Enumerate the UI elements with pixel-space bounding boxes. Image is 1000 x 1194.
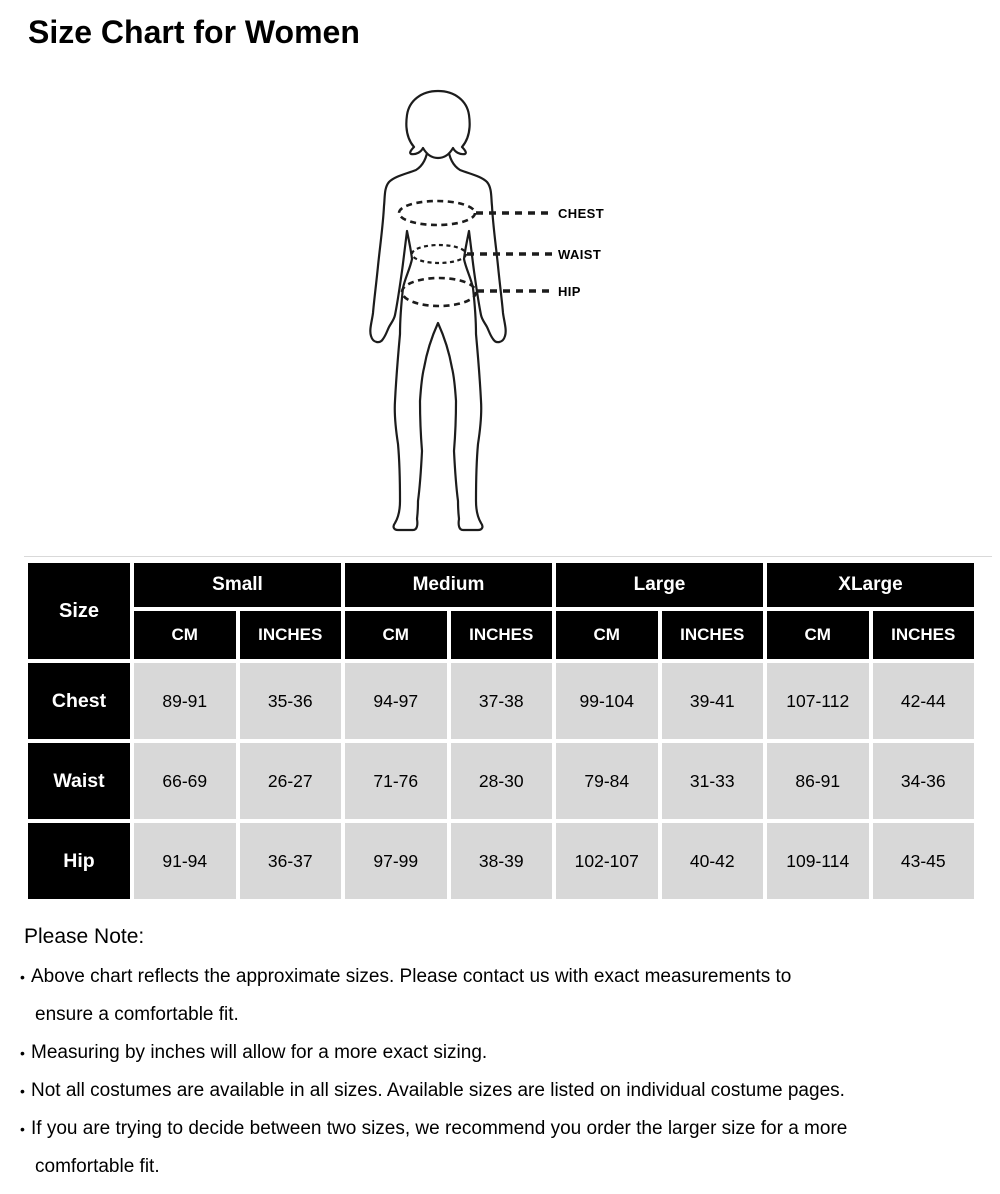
note-item [20,1034,986,1072]
size-value-cell: 26-27 [240,743,342,819]
unit-header-cm: CM [767,611,869,659]
unit-header-cm: CM [345,611,447,659]
unit-header-row [28,611,974,659]
size-group-header-row [28,563,974,607]
hip-label: HIP [558,284,581,299]
size-value-cell: 86-91 [767,743,869,819]
unit-header-inches: INCHES [451,611,553,659]
size-corner-header: Size [28,563,130,659]
unit-header-cm: CM [556,611,658,659]
size-value-cell: 102-107 [556,823,658,899]
measurement-diagram [350,85,630,535]
group-header-small: Small [134,563,341,607]
table-row-hip [28,823,974,899]
note-text-line: Measuring by inches will allow for a more exact sizing. [31,1042,488,1063]
woman-body-outline-illustration [350,85,630,535]
row-header-hip: Hip [28,823,130,899]
group-header-large: Large [556,563,763,607]
note-item [20,1110,986,1186]
note-item [20,958,986,1034]
size-value-cell: 94-97 [345,663,447,739]
page-title: Size Chart for Women [28,14,360,50]
size-table [24,559,978,903]
chest-label: CHEST [558,206,605,221]
note-text-line: If you are trying to decide between two sizes, we recommend you order the larger size for a more [31,1118,848,1139]
size-value-cell: 35-36 [240,663,342,739]
group-header-medium: Medium [345,563,552,607]
unit-header-inches: INCHES [662,611,764,659]
note-text-line: comfortable fit. [35,1156,160,1177]
row-header-chest: Chest [28,663,130,739]
bullet-icon: • [20,1121,25,1137]
table-row-waist [28,743,974,819]
notes-heading: Please Note: [24,925,145,948]
table-top-rule [24,556,992,557]
size-value-cell: 39-41 [662,663,764,739]
note-text-line: ensure a comfortable fit. [35,1004,239,1025]
note-text-line: Not all costumes are available in all sizes. Available sizes are listed on individual costume pages. [31,1080,845,1101]
note-text-line: Above chart reflects the approximate sizes. Please contact us with exact measurements to [31,966,792,987]
bullet-icon: • [20,969,25,985]
notes-list [20,958,986,1186]
bullet-icon: • [20,1083,25,1099]
woman-head [406,91,469,158]
group-header-xlarge: XLarge [767,563,974,607]
unit-header-cm: CM [134,611,236,659]
table-row-chest [28,663,974,739]
size-value-cell: 97-99 [345,823,447,899]
woman-silhouette [370,147,505,530]
size-value-cell: 34-36 [873,743,975,819]
waist-label: WAIST [558,247,602,262]
note-item [20,1072,986,1110]
size-value-cell: 91-94 [134,823,236,899]
size-value-cell: 31-33 [662,743,764,819]
size-value-cell: 66-69 [134,743,236,819]
size-value-cell: 79-84 [556,743,658,819]
size-value-cell: 42-44 [873,663,975,739]
size-value-cell: 109-114 [767,823,869,899]
unit-header-inches: INCHES [873,611,975,659]
size-value-cell: 37-38 [451,663,553,739]
size-value-cell: 38-39 [451,823,553,899]
size-value-cell: 89-91 [134,663,236,739]
size-value-cell: 43-45 [873,823,975,899]
bullet-icon: • [20,1045,25,1061]
size-value-cell: 40-42 [662,823,764,899]
size-value-cell: 36-37 [240,823,342,899]
row-header-waist: Waist [28,743,130,819]
size-value-cell: 99-104 [556,663,658,739]
size-value-cell: 107-112 [767,663,869,739]
size-value-cell: 71-76 [345,743,447,819]
unit-header-inches: INCHES [240,611,342,659]
size-value-cell: 28-30 [451,743,553,819]
